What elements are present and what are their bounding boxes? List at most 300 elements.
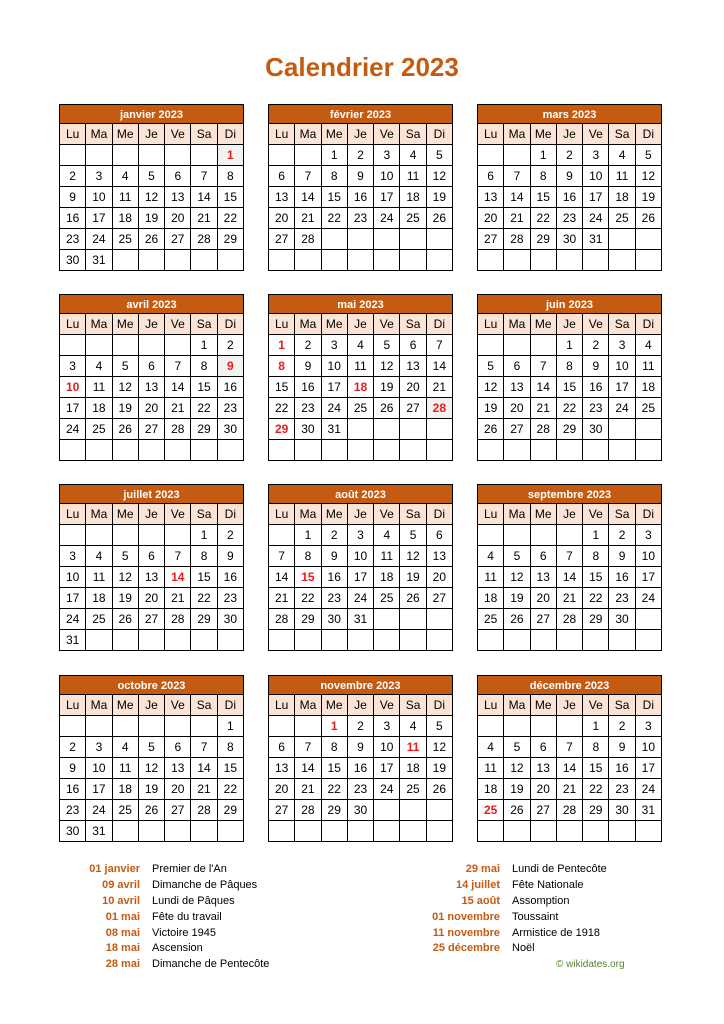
day-cell: 25	[400, 208, 426, 229]
day-cell: 1	[322, 145, 348, 166]
day-cell: 11	[86, 377, 112, 398]
day-cell: 23	[348, 208, 374, 229]
day-cell: 4	[609, 145, 635, 166]
empty-day-cell	[374, 229, 400, 250]
empty-day-cell	[60, 440, 86, 461]
day-cell: 31	[86, 250, 112, 271]
day-cell: 2	[557, 145, 583, 166]
day-cell: 16	[60, 208, 86, 229]
day-cell: 2	[583, 335, 609, 356]
month-calendar	[59, 294, 244, 461]
day-cell: 1	[583, 716, 609, 737]
weekday-header: Di	[218, 124, 244, 145]
empty-day-cell	[478, 250, 504, 271]
empty-day-cell	[636, 609, 662, 630]
day-cell: 17	[60, 588, 86, 609]
empty-day-cell	[504, 335, 530, 356]
day-cell: 10	[86, 758, 112, 779]
month-days-grid	[268, 124, 453, 271]
empty-day-cell	[348, 440, 374, 461]
empty-day-cell	[400, 250, 426, 271]
day-cell: 6	[400, 335, 426, 356]
holiday-date: 10 avril	[102, 894, 140, 907]
holiday-name: Victoire 1945	[152, 926, 217, 939]
day-cell: 8	[191, 546, 217, 567]
empty-day-cell	[86, 716, 112, 737]
day-cell: 25	[478, 609, 504, 630]
empty-day-cell	[427, 630, 453, 651]
holiday-day-cell: 1	[269, 335, 295, 356]
empty-day-cell	[374, 609, 400, 630]
holiday-date: 11 novembre	[432, 926, 500, 939]
day-cell: 29	[218, 229, 244, 250]
day-cell: 7	[504, 166, 530, 187]
weekday-header: Lu	[478, 695, 504, 716]
day-cell: 13	[531, 567, 557, 588]
empty-day-cell	[269, 250, 295, 271]
day-cell: 13	[400, 356, 426, 377]
day-cell: 16	[609, 567, 635, 588]
day-cell: 7	[269, 546, 295, 567]
weekday-header: Sa	[609, 314, 635, 335]
day-cell: 22	[583, 779, 609, 800]
empty-day-cell	[348, 821, 374, 842]
weekday-header: Sa	[191, 314, 217, 335]
day-cell: 12	[400, 546, 426, 567]
day-cell: 28	[295, 800, 321, 821]
day-cell: 16	[557, 187, 583, 208]
weekday-header: Ma	[86, 695, 112, 716]
day-cell: 6	[531, 737, 557, 758]
empty-day-cell	[583, 821, 609, 842]
weekday-header: Ma	[295, 314, 321, 335]
day-cell: 2	[609, 525, 635, 546]
month-days-grid	[59, 695, 244, 842]
weekday-header: Ve	[165, 314, 191, 335]
day-cell: 25	[113, 229, 139, 250]
day-cell: 31	[636, 800, 662, 821]
day-cell: 21	[504, 208, 530, 229]
day-cell: 25	[609, 208, 635, 229]
day-cell: 13	[531, 758, 557, 779]
day-cell: 9	[348, 737, 374, 758]
day-cell: 18	[400, 758, 426, 779]
empty-day-cell	[139, 145, 165, 166]
empty-day-cell	[165, 821, 191, 842]
day-cell: 8	[295, 546, 321, 567]
empty-day-cell	[504, 716, 530, 737]
empty-day-cell	[427, 440, 453, 461]
month-days-grid	[477, 695, 662, 842]
day-cell: 24	[636, 588, 662, 609]
month-title: mai 2023	[268, 294, 453, 314]
holiday-row	[40, 957, 269, 973]
month-days-grid	[59, 314, 244, 461]
day-cell: 18	[478, 779, 504, 800]
weekday-header: Je	[557, 314, 583, 335]
weekday-header: Ve	[165, 124, 191, 145]
day-cell: 27	[165, 800, 191, 821]
empty-day-cell	[374, 630, 400, 651]
day-cell: 10	[636, 737, 662, 758]
day-cell: 9	[348, 166, 374, 187]
empty-day-cell	[113, 716, 139, 737]
day-cell: 9	[218, 546, 244, 567]
day-cell: 13	[165, 187, 191, 208]
weekday-header: Je	[557, 504, 583, 525]
day-cell: 5	[139, 166, 165, 187]
day-cell: 28	[557, 609, 583, 630]
day-cell: 2	[218, 335, 244, 356]
day-cell: 16	[348, 187, 374, 208]
weekday-header: Sa	[400, 124, 426, 145]
day-cell: 12	[427, 737, 453, 758]
day-cell: 6	[139, 356, 165, 377]
weekday-header: Me	[113, 124, 139, 145]
month-calendar	[59, 484, 244, 651]
holiday-row	[40, 894, 269, 910]
holiday-list-right	[400, 862, 607, 957]
day-cell: 18	[113, 779, 139, 800]
day-cell: 29	[295, 609, 321, 630]
holiday-row	[400, 941, 607, 957]
day-cell: 15	[269, 377, 295, 398]
weekday-header: Me	[531, 314, 557, 335]
weekday-header: Ve	[374, 314, 400, 335]
empty-day-cell	[139, 335, 165, 356]
weekday-header: Ma	[295, 504, 321, 525]
day-cell: 29	[583, 609, 609, 630]
holiday-date: 01 janvier	[89, 863, 140, 875]
day-cell: 24	[60, 609, 86, 630]
empty-day-cell	[636, 229, 662, 250]
empty-day-cell	[504, 821, 530, 842]
empty-day-cell	[557, 440, 583, 461]
day-cell: 20	[139, 398, 165, 419]
day-cell: 12	[636, 166, 662, 187]
day-cell: 10	[583, 166, 609, 187]
day-cell: 24	[374, 779, 400, 800]
empty-day-cell	[583, 250, 609, 271]
day-cell: 23	[609, 779, 635, 800]
day-cell: 17	[374, 758, 400, 779]
holiday-day-cell: 1	[218, 145, 244, 166]
day-cell: 7	[295, 737, 321, 758]
month-calendar	[268, 104, 453, 271]
day-cell: 11	[113, 758, 139, 779]
month-days-grid	[268, 504, 453, 651]
day-cell: 2	[609, 716, 635, 737]
empty-day-cell	[191, 716, 217, 737]
weekday-header: Di	[636, 504, 662, 525]
day-cell: 3	[60, 546, 86, 567]
weekday-header: Me	[113, 504, 139, 525]
month-days-grid	[477, 314, 662, 461]
weekday-header: Lu	[60, 695, 86, 716]
day-cell: 7	[191, 737, 217, 758]
day-cell: 3	[322, 335, 348, 356]
weekday-header: Je	[348, 695, 374, 716]
day-cell: 30	[609, 800, 635, 821]
day-cell: 29	[557, 419, 583, 440]
weekday-header: Me	[322, 504, 348, 525]
day-cell: 12	[113, 377, 139, 398]
day-cell: 4	[113, 166, 139, 187]
day-cell: 5	[504, 546, 530, 567]
empty-day-cell	[322, 821, 348, 842]
day-cell: 24	[86, 800, 112, 821]
day-cell: 1	[218, 716, 244, 737]
weekday-header: Je	[348, 124, 374, 145]
empty-day-cell	[269, 525, 295, 546]
day-cell: 27	[139, 609, 165, 630]
day-cell: 17	[636, 567, 662, 588]
day-cell: 5	[113, 356, 139, 377]
weekday-header: Je	[557, 124, 583, 145]
day-cell: 19	[374, 377, 400, 398]
day-cell: 23	[60, 229, 86, 250]
day-cell: 9	[60, 187, 86, 208]
day-cell: 4	[478, 546, 504, 567]
empty-day-cell	[322, 630, 348, 651]
day-cell: 6	[427, 525, 453, 546]
empty-day-cell	[269, 821, 295, 842]
holiday-name: Ascension	[152, 942, 203, 955]
day-cell: 2	[322, 525, 348, 546]
day-cell: 20	[478, 208, 504, 229]
holiday-row	[40, 862, 269, 878]
weekday-header: Me	[531, 124, 557, 145]
empty-day-cell	[113, 525, 139, 546]
day-cell: 15	[218, 187, 244, 208]
empty-day-cell	[191, 821, 217, 842]
day-cell: 27	[165, 229, 191, 250]
credit-text: © wikidates.org	[556, 959, 625, 970]
day-cell: 9	[322, 546, 348, 567]
day-cell: 8	[583, 737, 609, 758]
day-cell: 8	[218, 737, 244, 758]
empty-day-cell	[165, 716, 191, 737]
holiday-day-cell: 28	[427, 398, 453, 419]
empty-day-cell	[427, 250, 453, 271]
empty-day-cell	[636, 440, 662, 461]
day-cell: 14	[295, 758, 321, 779]
day-cell: 16	[609, 758, 635, 779]
empty-day-cell	[609, 440, 635, 461]
empty-day-cell	[609, 419, 635, 440]
day-cell: 13	[165, 758, 191, 779]
empty-day-cell	[557, 630, 583, 651]
day-cell: 5	[400, 525, 426, 546]
day-cell: 3	[636, 525, 662, 546]
day-cell: 22	[191, 398, 217, 419]
day-cell: 8	[557, 356, 583, 377]
empty-day-cell	[86, 335, 112, 356]
day-cell: 28	[191, 800, 217, 821]
empty-day-cell	[269, 145, 295, 166]
day-cell: 4	[348, 335, 374, 356]
day-cell: 23	[60, 800, 86, 821]
day-cell: 12	[139, 187, 165, 208]
day-cell: 20	[139, 588, 165, 609]
day-cell: 27	[531, 800, 557, 821]
day-cell: 14	[427, 356, 453, 377]
day-cell: 20	[400, 377, 426, 398]
empty-day-cell	[531, 335, 557, 356]
month-calendar	[477, 484, 662, 651]
empty-day-cell	[60, 525, 86, 546]
weekday-header: Ma	[504, 124, 530, 145]
day-cell: 11	[478, 567, 504, 588]
day-cell: 19	[504, 588, 530, 609]
day-cell: 22	[218, 208, 244, 229]
day-cell: 25	[86, 419, 112, 440]
weekday-header: Sa	[191, 124, 217, 145]
empty-day-cell	[60, 145, 86, 166]
day-cell: 2	[60, 737, 86, 758]
day-cell: 21	[269, 588, 295, 609]
day-cell: 28	[295, 229, 321, 250]
weekday-header: Je	[139, 124, 165, 145]
weekday-header: Lu	[478, 124, 504, 145]
day-cell: 12	[113, 567, 139, 588]
empty-day-cell	[478, 630, 504, 651]
empty-day-cell	[478, 440, 504, 461]
day-cell: 31	[583, 229, 609, 250]
weekday-header: Sa	[400, 695, 426, 716]
day-cell: 26	[504, 800, 530, 821]
day-cell: 26	[113, 609, 139, 630]
day-cell: 15	[322, 187, 348, 208]
weekday-header: Di	[218, 695, 244, 716]
day-cell: 27	[139, 419, 165, 440]
empty-day-cell	[86, 440, 112, 461]
month-calendar	[268, 675, 453, 842]
day-cell: 17	[86, 208, 112, 229]
weekday-header: Ma	[295, 695, 321, 716]
day-cell: 29	[583, 800, 609, 821]
empty-day-cell	[400, 800, 426, 821]
day-cell: 22	[322, 779, 348, 800]
day-cell: 11	[609, 166, 635, 187]
weekday-header: Di	[427, 695, 453, 716]
day-cell: 24	[348, 588, 374, 609]
day-cell: 4	[374, 525, 400, 546]
day-cell: 5	[374, 335, 400, 356]
day-cell: 23	[609, 588, 635, 609]
day-cell: 3	[86, 166, 112, 187]
day-cell: 16	[218, 567, 244, 588]
day-cell: 7	[295, 166, 321, 187]
holiday-date: 08 mai	[105, 926, 140, 939]
weekday-header: Di	[218, 314, 244, 335]
holiday-date: 15 août	[461, 894, 500, 907]
day-cell: 14	[557, 758, 583, 779]
empty-day-cell	[191, 440, 217, 461]
day-cell: 30	[218, 609, 244, 630]
day-cell: 30	[609, 609, 635, 630]
day-cell: 18	[86, 588, 112, 609]
weekday-header: Sa	[191, 504, 217, 525]
weekday-header: Di	[636, 314, 662, 335]
month-title: août 2023	[268, 484, 453, 504]
day-cell: 22	[531, 208, 557, 229]
day-cell: 23	[218, 588, 244, 609]
day-cell: 6	[478, 166, 504, 187]
day-cell: 23	[218, 398, 244, 419]
day-cell: 15	[218, 758, 244, 779]
day-cell: 20	[427, 567, 453, 588]
empty-day-cell	[583, 630, 609, 651]
empty-day-cell	[478, 335, 504, 356]
weekday-header: Je	[139, 314, 165, 335]
empty-day-cell	[60, 716, 86, 737]
weekday-header: Di	[427, 504, 453, 525]
weekday-header: Lu	[60, 314, 86, 335]
month-calendar	[477, 675, 662, 842]
day-cell: 13	[269, 758, 295, 779]
month-title: septembre 2023	[477, 484, 662, 504]
day-cell: 25	[400, 779, 426, 800]
day-cell: 3	[609, 335, 635, 356]
day-cell: 11	[636, 356, 662, 377]
weekday-header: Je	[557, 695, 583, 716]
weekday-header: Me	[322, 314, 348, 335]
empty-day-cell	[295, 145, 321, 166]
holiday-date: 01 mai	[105, 910, 140, 923]
day-cell: 9	[295, 356, 321, 377]
empty-day-cell	[531, 630, 557, 651]
holiday-date: 01 novembre	[432, 910, 500, 923]
day-cell: 4	[113, 737, 139, 758]
holiday-date: 09 avril	[102, 878, 140, 891]
empty-day-cell	[583, 440, 609, 461]
day-cell: 10	[60, 567, 86, 588]
day-cell: 21	[557, 779, 583, 800]
empty-day-cell	[218, 821, 244, 842]
holiday-day-cell: 11	[400, 737, 426, 758]
day-cell: 26	[139, 229, 165, 250]
empty-day-cell	[374, 440, 400, 461]
day-cell: 1	[295, 525, 321, 546]
day-cell: 15	[191, 567, 217, 588]
day-cell: 12	[504, 758, 530, 779]
day-cell: 11	[348, 356, 374, 377]
day-cell: 8	[583, 546, 609, 567]
empty-day-cell	[400, 821, 426, 842]
day-cell: 25	[113, 800, 139, 821]
day-cell: 27	[400, 398, 426, 419]
empty-day-cell	[139, 440, 165, 461]
holiday-row	[400, 910, 607, 926]
weekday-header: Ve	[583, 124, 609, 145]
day-cell: 20	[269, 779, 295, 800]
weekday-header: Ma	[504, 504, 530, 525]
empty-day-cell	[165, 630, 191, 651]
day-cell: 3	[583, 145, 609, 166]
weekday-header: Lu	[269, 314, 295, 335]
day-cell: 8	[218, 166, 244, 187]
day-cell: 22	[191, 588, 217, 609]
weekday-header: Lu	[60, 504, 86, 525]
day-cell: 12	[139, 758, 165, 779]
day-cell: 18	[374, 567, 400, 588]
day-cell: 18	[636, 377, 662, 398]
holiday-name: Lundi de Pentecôte	[512, 863, 607, 875]
day-cell: 3	[636, 716, 662, 737]
holiday-name: Lundi de Pâques	[152, 894, 235, 907]
day-cell: 15	[531, 187, 557, 208]
